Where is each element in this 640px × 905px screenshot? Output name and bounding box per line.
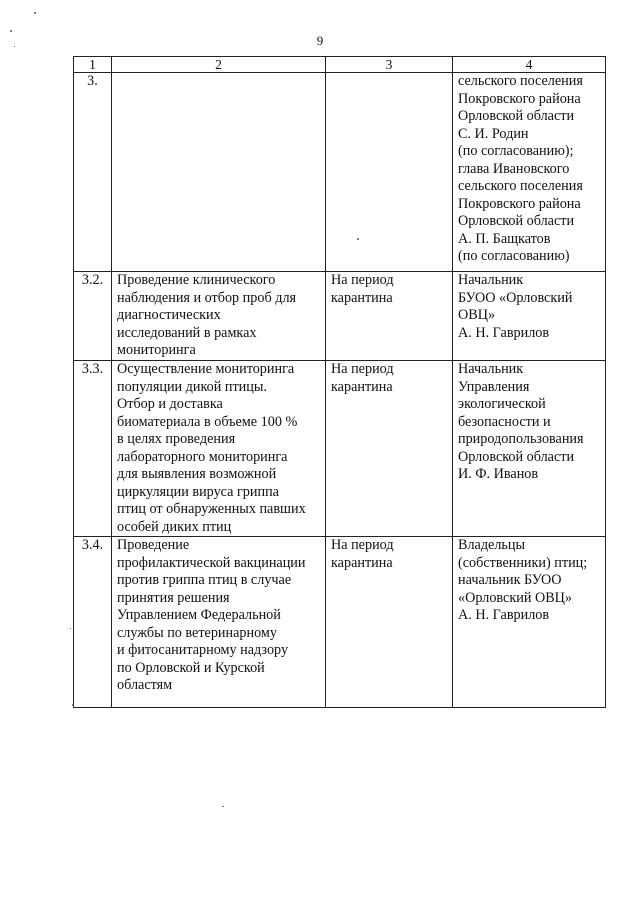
row-number-cell: 3.4.: [74, 537, 112, 708]
row-number-cell: 3.: [74, 73, 112, 272]
responsible-cell: Владельцы (собственники) птиц; начальник БУОО «Орловский ОВЦ» А. Н. Гаврилов: [453, 537, 606, 708]
period-cell: [326, 73, 453, 272]
activity-cell: [112, 73, 326, 272]
scan-speck: [14, 46, 15, 47]
responsible-cell: Начальник Управления экологической безопасности и природопользования Орловской области И. Ф. Иванов: [453, 361, 606, 537]
scan-speck: [10, 30, 12, 32]
scan-speck: [222, 806, 224, 807]
responsible-cell: сельского поселения Покровского района Орловской области С. И. Родин (по согласованию); глава Ивановского сельского поселения Покровского района Орловской области А. П. Бащкатов (по согласованию): [453, 73, 606, 272]
table-row: [74, 361, 606, 537]
period-cell: На период карантина: [326, 361, 453, 537]
plan-table: [73, 56, 606, 708]
page-number: 9: [316, 33, 324, 48]
table-header-row: [74, 57, 606, 73]
activity-cell: Осуществление мониторинга популяции дикой птицы. Отбор и доставка биоматериала в объеме 100 % в целях проведения лабораторного мониторинга для выявления возможной циркуляции вируса гриппа птиц от обнаруженных павших особей диких птиц: [112, 361, 326, 537]
row-number-cell: 3.3.: [74, 361, 112, 537]
table-row: [74, 272, 606, 361]
period-cell: На период карантина: [326, 272, 453, 361]
scan-speck: [357, 238, 359, 240]
period-cell: На период карантина: [326, 537, 453, 708]
scan-speck: [72, 704, 74, 706]
row-number-cell: 3.2.: [74, 272, 112, 361]
activity-cell: Проведение профилактической вакцинации против гриппа птиц в случае принятия решения Управлением Федеральной службы по ветеринарному и фитосанитарному надзору по Орловской и Курской областям: [112, 537, 326, 708]
table-row: [74, 537, 606, 708]
scan-speck: [70, 628, 71, 629]
column-header-period: 3: [326, 57, 453, 73]
table-row: [74, 73, 606, 272]
scan-speck: [34, 12, 36, 14]
activity-cell: Проведение клинического наблюдения и отбор проб для диагностических исследований в рамках мониторинга: [112, 272, 326, 361]
column-header-responsible: 4: [453, 57, 606, 73]
column-header-number: 1: [74, 57, 112, 73]
responsible-cell: Начальник БУОО «Орловский ОВЦ» А. Н. Гаврилов: [453, 272, 606, 361]
column-header-activity: 2: [112, 57, 326, 73]
